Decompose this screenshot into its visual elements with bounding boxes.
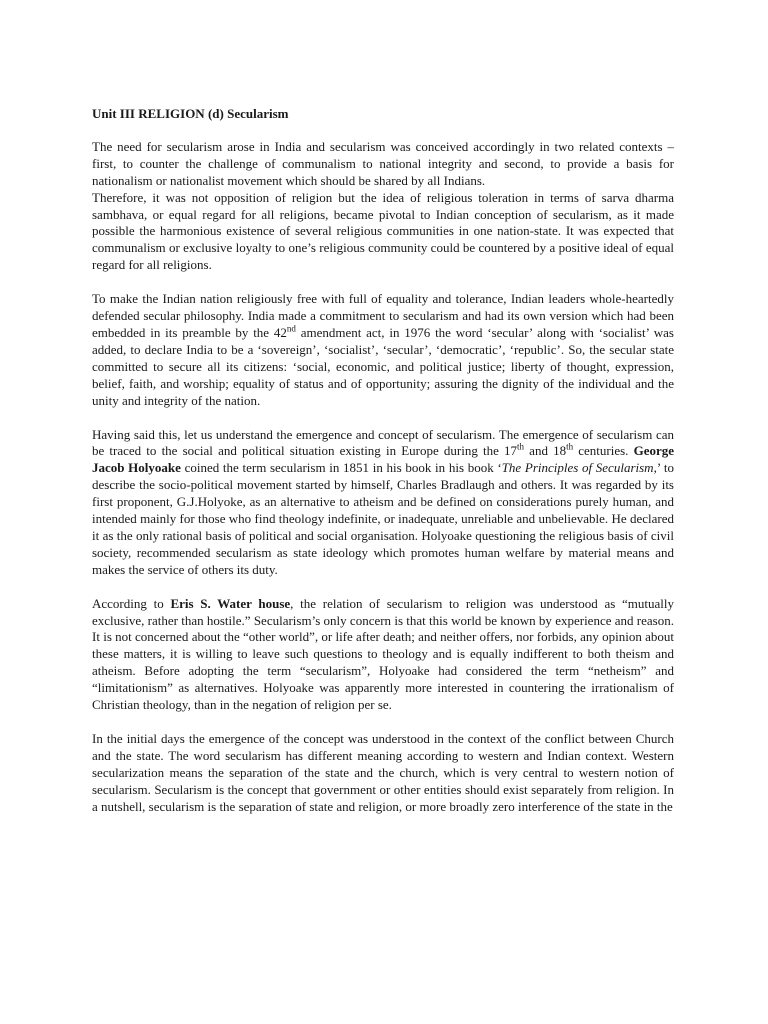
- p4-text-a: Having said this, let us understand the emergence and concept of secularism. The emergence of secularism can be traced to the social and political situation existing in Europe during the 17: [92, 426, 674, 459]
- p3-superscript: nd: [286, 323, 296, 334]
- document-page: [92, 106, 674, 816]
- p5-author-name: Eris S. Water house: [170, 595, 291, 611]
- paragraph-4: [92, 427, 674, 579]
- p5-text-b: , the relation of secularism to religion was understood as “mutually exclusive, rather than hostile.” Secularism’s only concern is that this world be known by experience and reason. It is not concerned about the “other world”, or life after death; and neither offers, nor forbids, any opinion about these matters, it is willing to leave such questions to theology and is equally indifferent to both theism and atheism. Before adopting the term “secularism”, Holyoake had considered the term “netheism” and “limitationism” as alternatives. Holyoake was apparently more interested in countering the irrationalism of Christian theology, than in the negation of religion per se.: [92, 595, 674, 713]
- p4-text-e: ,’ to describe the socio-political movement started by himself, Charles Bradlaugh and others. It was regarded by its first proponent, G.J.Holyoke, as an alternative to atheism and be defined on considerations purely human, and intended mainly for those who find theology indefinite, or inadequate, unreliable and unbelievable. He declared it as the only rational basis of political and social organisation. Holyoake questioning the religious basis of civil society, recommended secularism as state ideology which promotes human welfare by material means and makes the service of others its duty.: [92, 460, 674, 577]
- paragraph-2: Therefore, it was not opposition of religion but the idea of religious toleration in terms of sarva dharma sambhava, or equal regard for all religions, became pivotal to Indian conception of secularism, as it made possible the harmonious existence of several religious communities in one nation-state. It was expected that communalism or exclusive loyalty to one’s religious community could be countered by a positive ideal of equal regard for all religions.: [92, 189, 674, 273]
- p4-book-title: The Principles of Secularism: [501, 460, 654, 476]
- p4-text-d: coined the term secularism in 1851 in his book in his book ‘: [180, 460, 502, 476]
- document-title: Unit III RELIGION (d) Secularism: [92, 106, 289, 121]
- paragraph-6: In the initial days the emergence of the concept was understood in the context of the conflict between Church and the state. The word secularism has different meaning according to western and Indian context. Western secularization means the separation of the state and the church, which is very central to western notion of secularism. Secularism is the concept that government or other entities should exist separately from religion. In a nutshell, secularism is the separation of state and religion, or more broadly zero interference of the state in the: [92, 731, 674, 814]
- paragraph-1: The need for secularism arose in India and secularism was conceived accordingly in two related contexts – first, to counter the challenge of communalism to national integrity and second, to provide a basis for nationalism or nationalist movement which should be shared by all Indians.: [92, 138, 674, 188]
- p4-text-c: centuries.: [573, 443, 634, 459]
- p5-text-a: According to: [92, 595, 171, 611]
- p3-text-a: To make the Indian nation religiously free with full of equality and tolerance, Indian leaders whole-heartedly defended secular philosophy. India made a commitment to secularism and had its own version which had been embedded in its preamble by the 42: [92, 291, 674, 340]
- p3-text-b: amendment act, in 1976 the word ‘secular’ along with ‘socialist’ was added, to declare India to be a ‘sovereign’, ‘socialist’, ‘secular’, ‘democratic’, ‘republic’. So, the secular state committed to secure all its citizens: ‘social, economic, and political justice; liberty of thought, expression, belief, faith, and worship; equality of status and of opportunity; assuring the dignity of the individual and the unity and integrity of the nation.: [92, 324, 674, 408]
- paragraph-5: [92, 596, 674, 714]
- paragraph-3: [92, 291, 674, 409]
- p4-superscript-2: th: [566, 442, 574, 453]
- p4-text-b: and 18: [524, 443, 567, 459]
- p4-superscript-1: th: [517, 442, 525, 453]
- p4-author-name: George Jacob Holyoake: [92, 443, 674, 476]
